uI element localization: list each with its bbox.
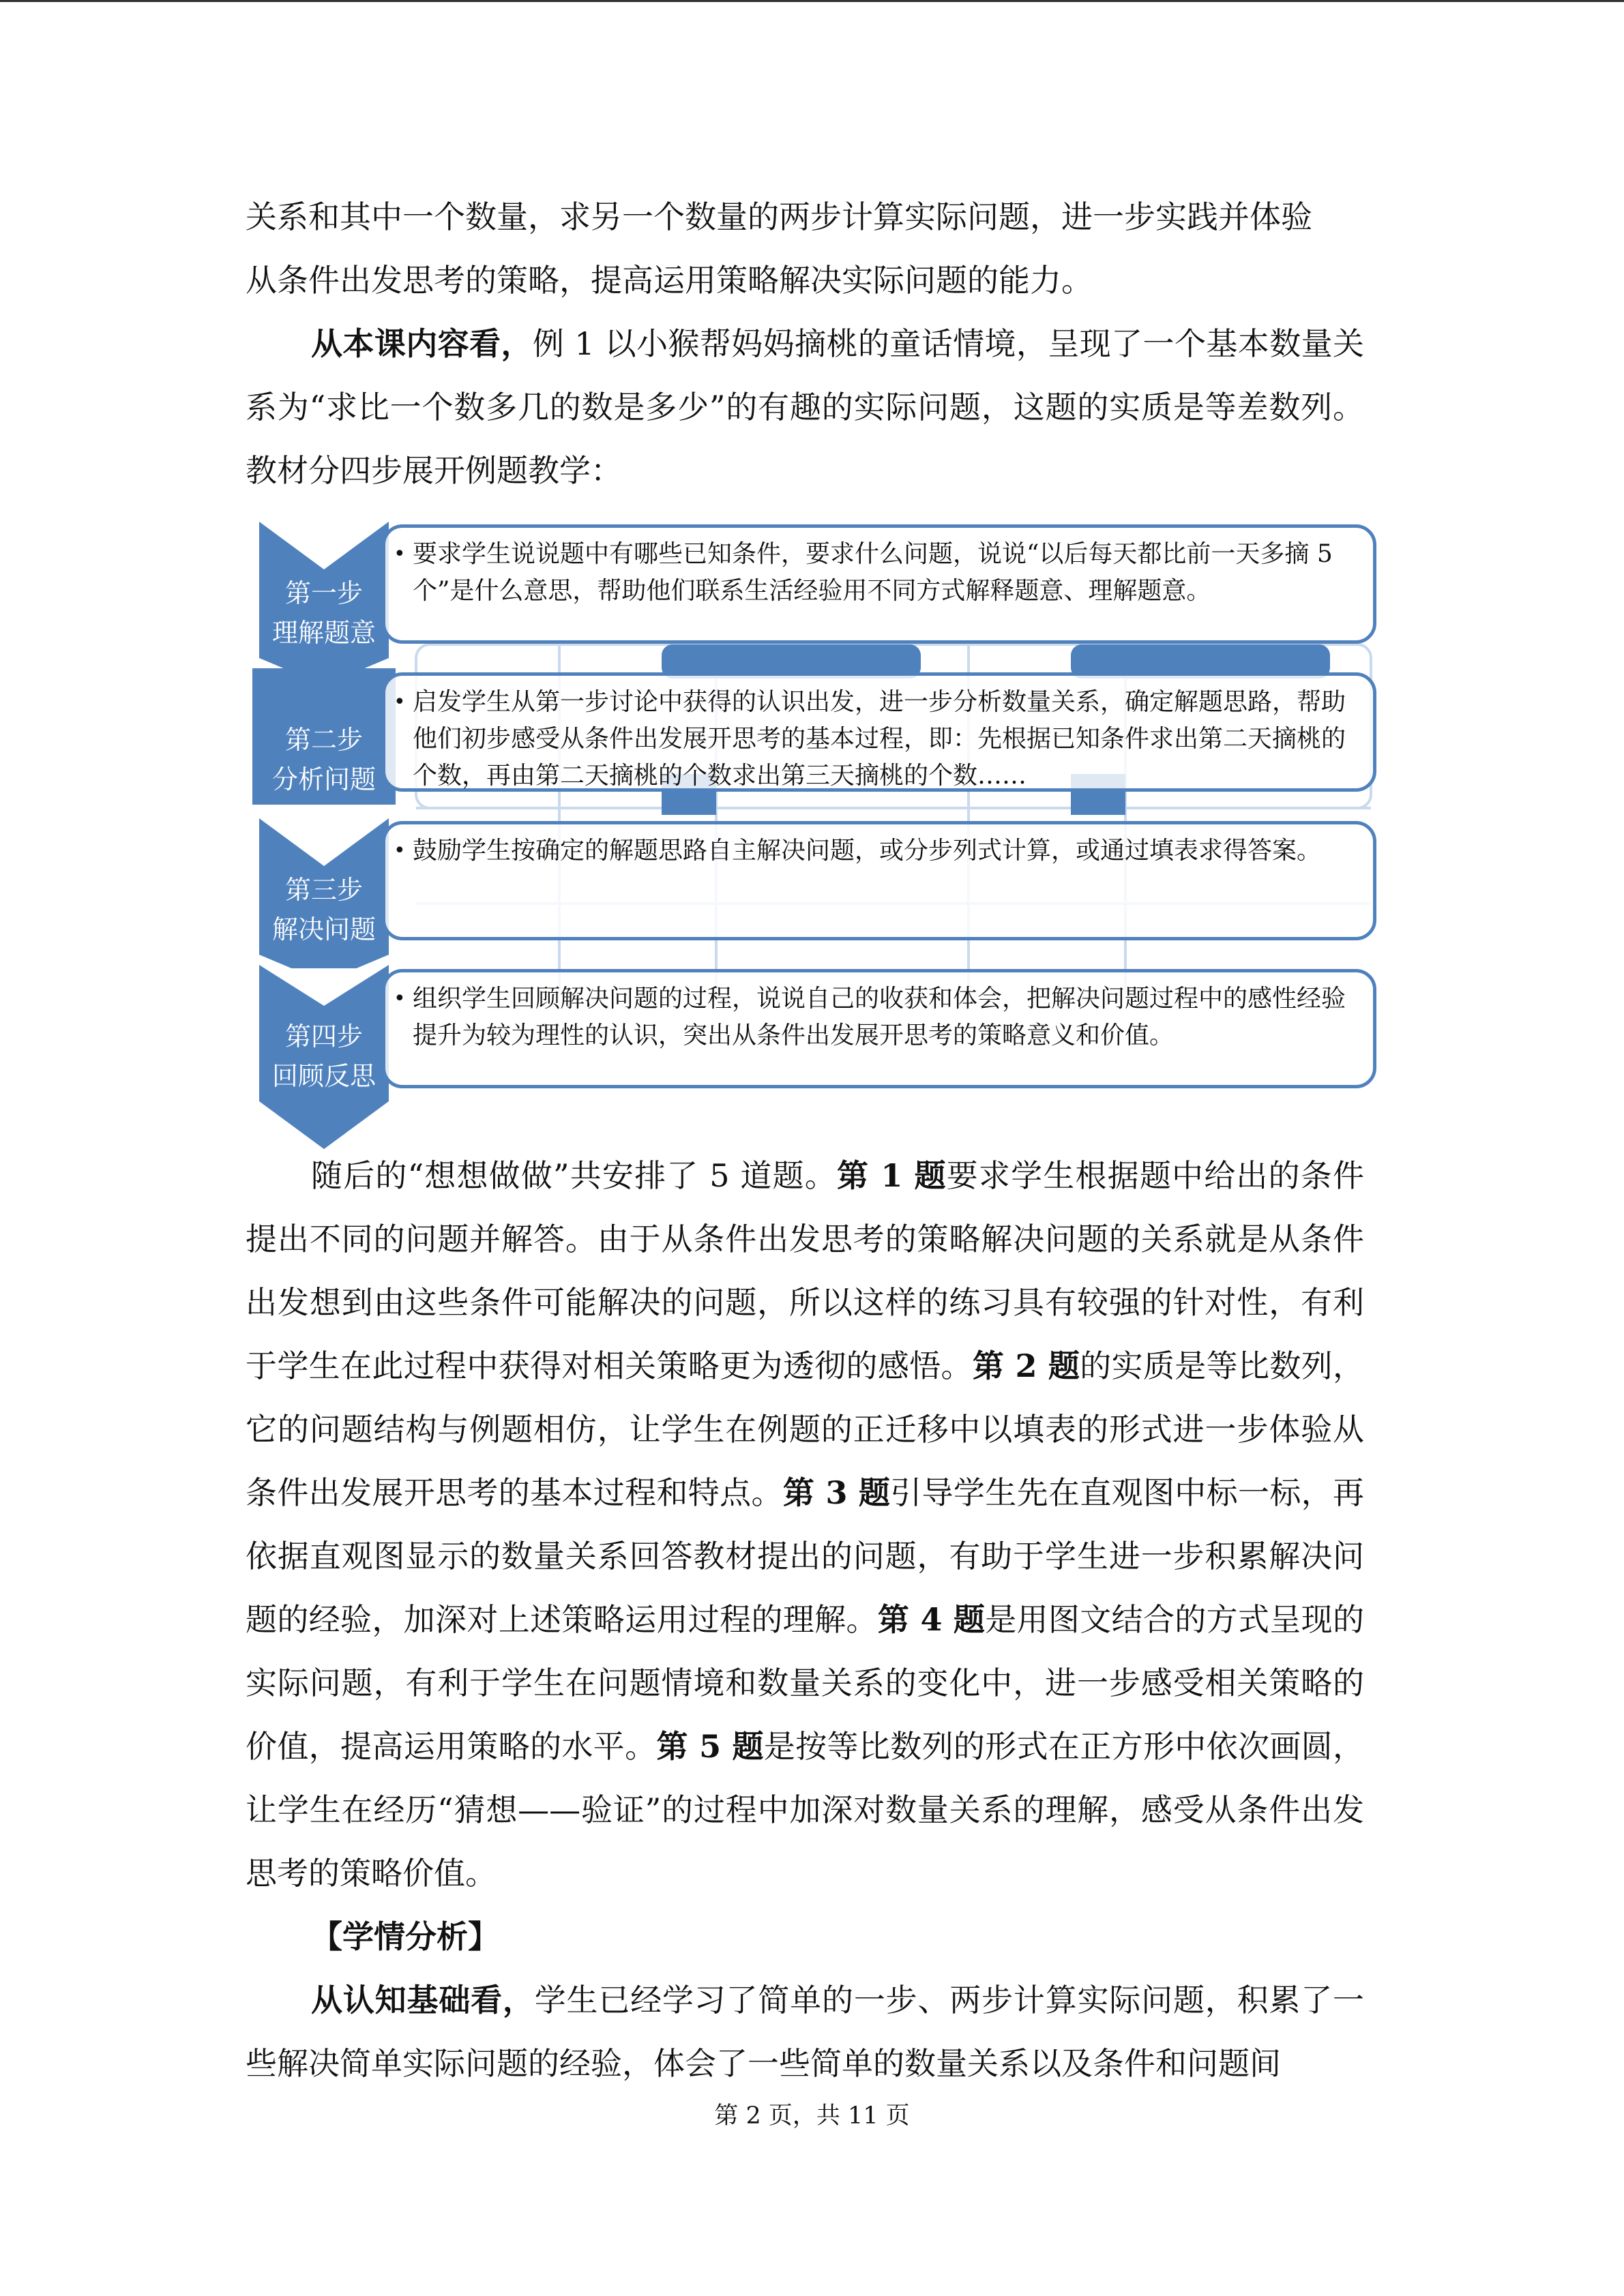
page-top-border <box>0 0 1624 2</box>
content-text: 例 1 以小猴帮妈妈摘桃的童话情境，呈现了一个基本数量关系为“求比一个数多几的数是多少”的有趣的实际问题，这题的实质是等差数列。教材分四步展开例题教学： <box>246 325 1365 489</box>
step-1-label: 第一步 理解题意 <box>271 578 376 648</box>
exercise-1-label: 第 1 题 <box>836 1157 947 1194</box>
exercise-3-label: 第 3 题 <box>782 1474 891 1511</box>
intro-line-2: 从条件出发思考的策略，提高运用策略解决实际问题的能力。 <box>246 262 1093 299</box>
step-2-text: • 启发学生从第一步讨论中获得的认识出发，进一步分析数量关系，确定解题思路，帮助他们初步感受从条件出发展开思考的基本过程，即：先根据已知条件求出第二天摘桃的个数，再由第二天摘桃的个数求出第三天摘桃的个数…… <box>413 684 1354 794</box>
step-1-text: • 要求学生说说题中有哪些已知条件，要求什么问题，说说“以后每天都比前一天多摘 5 个”是什么意思，帮助他们联系生活经验用不同方式解释题意、理解题意。 <box>413 536 1354 610</box>
exercise-paragraph: 随后的“想想做做”共安排了 5 道题。第 1 题要求学生根据题中给出的条件提出不同的问题并解答。由于从条件出发思考的策略解决问题的关系就是从条件出发想到由这些条件可能解决的问题，所以这样的练习具有较强的针对性，有利于学生在此过程中获得对相关策略更为透彻的感悟。第 2 题的实质是等比数列，它的问题结构与例题相仿，让学生在例题的正迁移中以填表的形式进一步体验从条件出发展开思考的基本过程和特点。第 3 题引导学生先在直观图中标一标，再依据直观图显示的数量关系回答教材提出的问题，有助于学生进一步积累解决问题的经验，加深对上述策略运用过程的理解。第 4 题是用图文结合的方式呈现的实际问题，有利于学生在问题情境和数量关系的变化中，进一步感受相关策略的价值，提高运用策略的水平。第 5 题是按等比数列的形式在正方形中依次画圆，让学生在经历“猜想——验证”的过程中加深对数量关系的理解，感受从条件出发思考的策略价值。 <box>246 1157 1365 1892</box>
step-3-label: 第三步 解决问题 <box>271 875 376 944</box>
section-heading: 【学情分析】 <box>311 1918 499 1955</box>
bullet-icon: • <box>394 542 406 566</box>
content-paragraph <box>246 312 1364 503</box>
exercise-5-label: 第 5 题 <box>656 1728 764 1765</box>
step-3-text: • 鼓励学生按确定的解题思路自主解决问题，或分步列式计算，或通过填表求得答案。 <box>413 833 1354 869</box>
page-footer: 第 2 页，共 11 页 <box>714 2102 910 2130</box>
bullet-icon: • <box>394 987 406 1011</box>
step-2-box <box>382 672 1376 792</box>
analysis-bold-lead: 从认知基础看， <box>311 1982 535 2018</box>
bullet-icon: • <box>394 690 406 714</box>
step-3-box <box>382 821 1376 940</box>
teaching-steps-diagram <box>252 522 1385 1156</box>
step-4-label: 第四步 回顾反思 <box>271 1022 376 1091</box>
exercise-2-label: 第 2 题 <box>972 1347 1080 1384</box>
body-text <box>246 1144 1364 2096</box>
content-bold-lead: 从本课内容看， <box>311 325 533 362</box>
step-1-box <box>382 524 1376 644</box>
bullet-icon: • <box>394 839 406 863</box>
step-4-box <box>382 969 1376 1088</box>
step-2-label: 第二步 分析问题 <box>271 725 376 794</box>
exercise-4-label: 第 4 题 <box>877 1601 986 1638</box>
analysis-paragraph: 从认知基础看，学生已经学习了简单的一步、两步计算实际问题，积累了一些解决简单实际问题的经验，体会了一些简单的数量关系以及条件和问题间 <box>246 1982 1364 2082</box>
intro-line-1: 关系和其中一个数量，求另一个数量的两步计算实际问题，进一步实践并体验 <box>246 198 1312 235</box>
intro-text <box>246 185 1364 503</box>
step-4-text: • 组织学生回顾解决问题的过程，说说自己的收获和体会，把解决问题过程中的感性经验提升为较为理性的认识，突出从条件出发展开思考的策略意义和价值。 <box>413 981 1354 1054</box>
